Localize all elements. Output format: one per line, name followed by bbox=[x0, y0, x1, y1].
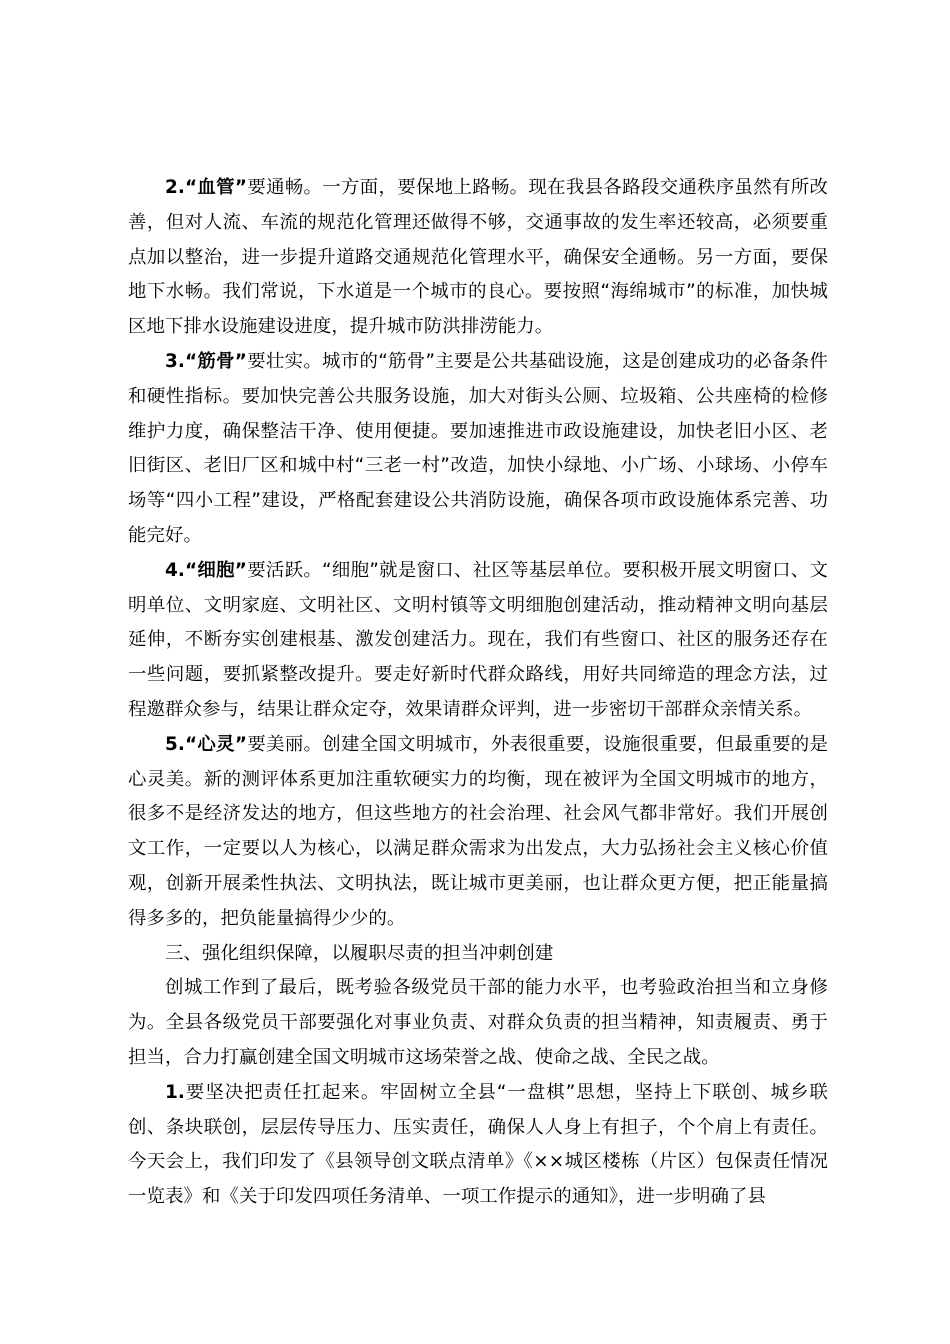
paragraph-body: 要坚决把责任扛起来。牢固树立全县“一盘棋”思想，坚持上下联创、城乡联创、条块联创，层层传导压力、压实责任，确保人人身上有担子，个个肩上有责任。今天会上，我们印发了《县领导创文联点清单》《××城区楼栋（片区）包保责任情况一览表》和《关于印发四项任务清单、一项工作提示的通知》，进一步明确了县 bbox=[128, 1081, 828, 1208]
paragraph-lead: 4.“细胞” bbox=[165, 559, 247, 581]
paragraph-heart bbox=[128, 728, 828, 937]
paragraph-body: 要活跃。“细胞”就是窗口、社区等基层单位。要积极开展文明窗口、文明单位、文明家庭、文明社区、文明村镇等文明细胞创建活动，推动精神文明向基层延伸，不断夯实创建根基、激发创建活力。现在，我们有些窗口、社区的服务还存在一些问题，要抓紧整改提升。要走好新时代群众路线，用好共同缔造的理念方法，过程邀群众参与，结果让群众定夺，效果请群众评判，进一步密切干部群众亲情关系。 bbox=[128, 559, 828, 720]
paragraph-body: 要壮实。城市的“筋骨”主要是公共基础设施，这是创建成功的必备条件和硬性指标。要加快完善公共服务设施，加大对街头公厕、垃圾箱、公共座椅的检修维护力度，确保整洁干净、使用便捷。要加速推进市政设施建设，加快老旧小区、老旧街区、老旧厂区和城中村“三老一村”改造，加快小绿地、小广场、小球场、小停车场等“四小工程”建设，严格配套建设公共消防设施，确保各项市政设施体系完善、功能完好。 bbox=[128, 350, 828, 546]
paragraph-intro bbox=[128, 971, 828, 1075]
paragraph-bones bbox=[128, 345, 828, 554]
paragraph-lead: 3.“筋骨” bbox=[165, 350, 247, 372]
section-heading bbox=[128, 937, 828, 972]
paragraph-lead: 2.“血管” bbox=[165, 177, 248, 198]
paragraph-body: 要通畅。一方面，要保地上路畅。现在我县各路段交通秩序虽然有所改善，但对人流、车流的规范化管理还做得不够，交通事故的发生率还较高，必须要重点加以整治，进一步提升道路交通规范化管理水平，确保安全通畅。另一方面，要保地下水畅。我们常说，下水道是一个城市的良心。要按照“海绵城市”的标准，加快城区地下排水设施建设进度，提升城市防洪排涝能力。 bbox=[128, 177, 828, 338]
paragraph-lead: 5.“心灵” bbox=[165, 733, 248, 755]
paragraph-body: 三、强化组织保障，以履职尽责的担当冲刺创建 bbox=[165, 942, 554, 964]
paragraph-responsibility bbox=[128, 1076, 828, 1215]
paragraph-blood-vessels bbox=[128, 171, 828, 345]
paragraph-body: 要美丽。创建全国文明城市，外表很重要，设施很重要，但最重要的是心灵美。新的测评体系更加注重软硬实力的均衡，现在被评为全国文明城市的地方，很多不是经济发达的地方，但这些地方的社会治理、社会风气都非常好。我们开展创文工作，一定要以人为核心，以满足群众需求为出发点，大力弘扬社会主义核心价值观，创新开展柔性执法、文明执法，既让城市更美丽，也让群众更方便，把正能量搞得多多的，把负能量搞得少少的。 bbox=[128, 733, 828, 929]
paragraph-lead: 1. bbox=[165, 1081, 185, 1103]
body-text bbox=[128, 171, 828, 1215]
paragraph-cells bbox=[128, 554, 828, 728]
paragraph-body: 创城工作到了最后，既考验各级党员干部的能力水平，也考验政治担当和立身修为。全县各级党员干部要强化对事业负责、对群众负责的担当精神，知责履责、勇于担当，合力打赢创建全国文明城市这场荣誉之战、使命之战、全民之战。 bbox=[128, 977, 828, 1068]
